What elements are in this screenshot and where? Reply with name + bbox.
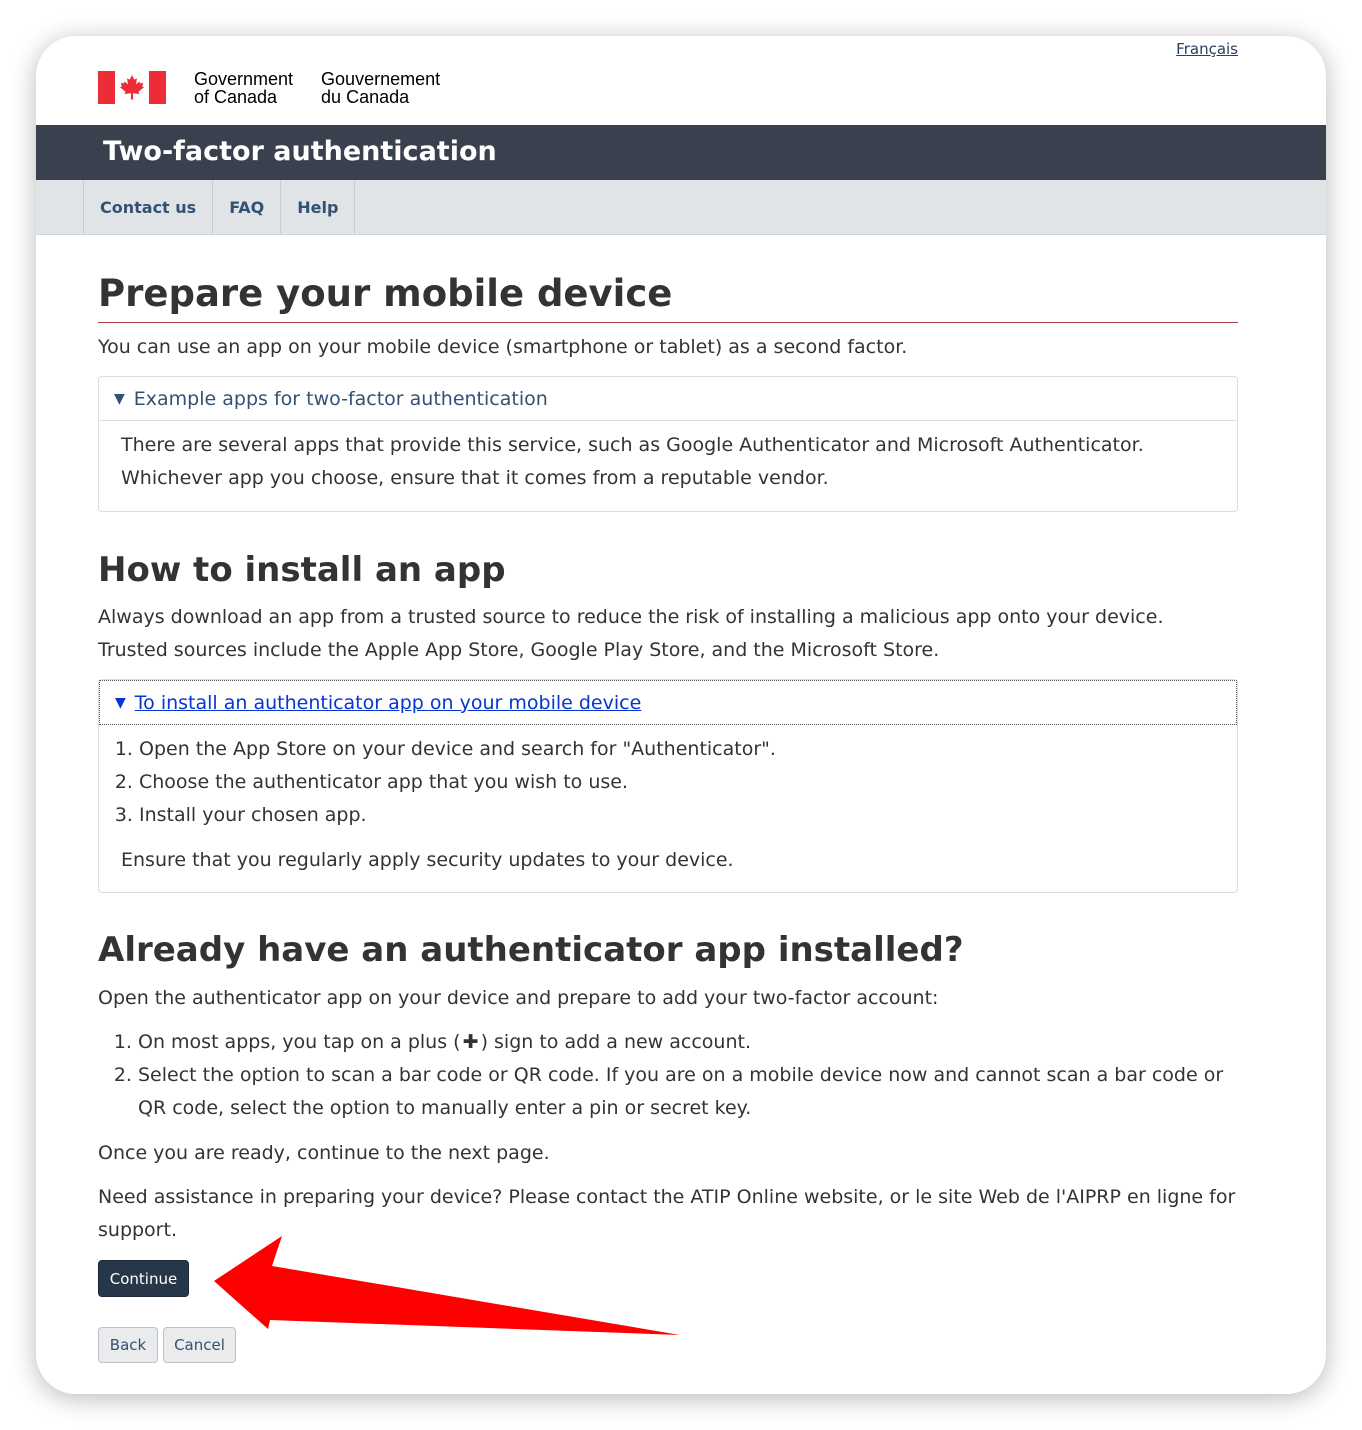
plus-icon: ✚ [462,1031,479,1053]
main-menu [36,180,1326,235]
triangle-down-icon: ▼ [114,390,125,407]
app-title-bar [36,125,1326,180]
signature-french [321,70,440,106]
section-heading-install: How to install an app [98,550,506,590]
list-item [138,1026,1238,1059]
install-text: Always download an app from a trusted source to reduce the risk of installing a malicious app onto your device. Trusted sources include the Apple App Store, Google Play Store, and the Microsoft Store. [98,606,1164,661]
red-arrow-annotation-icon [206,1231,686,1341]
back-button[interactable]: Back [98,1327,158,1363]
details-install-app [98,679,1238,893]
ready-text: Once you are ready, continue to the next page. [98,1142,550,1164]
install-steps-list [121,733,1215,832]
already-steps-list [98,1026,1238,1125]
menu-item-help[interactable]: Help [281,180,355,234]
intro-text: You can use an app on your mobile device (smartphone or tablet) as a second factor. [98,336,908,358]
details-install-app-label: To install an authenticator app on your mobile device [134,691,642,714]
signature-en-line2: of Canada [194,87,278,107]
signature-fr-line2: du Canada [321,87,410,107]
signature-en-line1: Government [194,69,294,89]
title-underline [98,322,1238,323]
language-toggle-link[interactable]: Français [1176,40,1238,58]
triangle-down-icon: ▼ [115,694,126,711]
details-install-app-summary[interactable] [99,680,1237,725]
gc-signature[interactable] [98,70,440,106]
details-example-apps [98,376,1238,512]
signature-english [194,70,293,106]
list-item: 2. Choose the authenticator app that you wish to use. [139,766,1215,799]
continue-button[interactable]: Continue [98,1260,189,1297]
details-example-apps-label: Example apps for two-factor authentication [133,387,548,410]
step1-text-before: On most apps, you tap on a plus ( [138,1031,461,1053]
menu-item-contact-us[interactable]: Contact us [84,180,213,234]
page-title: Prepare your mobile device [98,272,673,315]
signature-fr-line1: Gouvernement [321,69,441,89]
details-example-apps-body: There are several apps that provide this service, such as Google Authenticator and Microsoft Authenticator. Whichever app you choose, ensure that it comes from a reputable vendor. [121,434,1144,489]
canada-flag-icon [98,71,166,104]
list-item: 2. Select the option to scan a bar code or QR code. If you are on a mobile device now and cannot scan a bar code or QR code, select the option to manually enter a pin or secret key. [138,1059,1238,1125]
app-title[interactable]: Two-factor authentication [103,136,497,167]
list-item: 3. Install your chosen app. [139,799,1215,832]
list-item: 1. Open the App Store on your device and search for "Authenticator". [139,733,1215,766]
assistance-text: Need assistance in preparing your device? Please contact the ATIP Online website, or le site Web de l'AIPRP en ligne for support. [98,1186,1236,1241]
page-card [36,36,1326,1394]
menu-item-faq[interactable]: FAQ [213,180,281,234]
already-text: Open the authenticator app on your device and prepare to add your two-factor account: [98,987,939,1009]
security-updates-note: Ensure that you regularly apply security updates to your device. [121,849,734,871]
section-heading-already: Already have an authenticator app installed? [98,930,964,970]
cancel-button[interactable]: Cancel [163,1327,236,1363]
step1-text-after: ) sign to add a new account. [480,1031,751,1053]
details-example-apps-summary[interactable] [99,377,1237,421]
